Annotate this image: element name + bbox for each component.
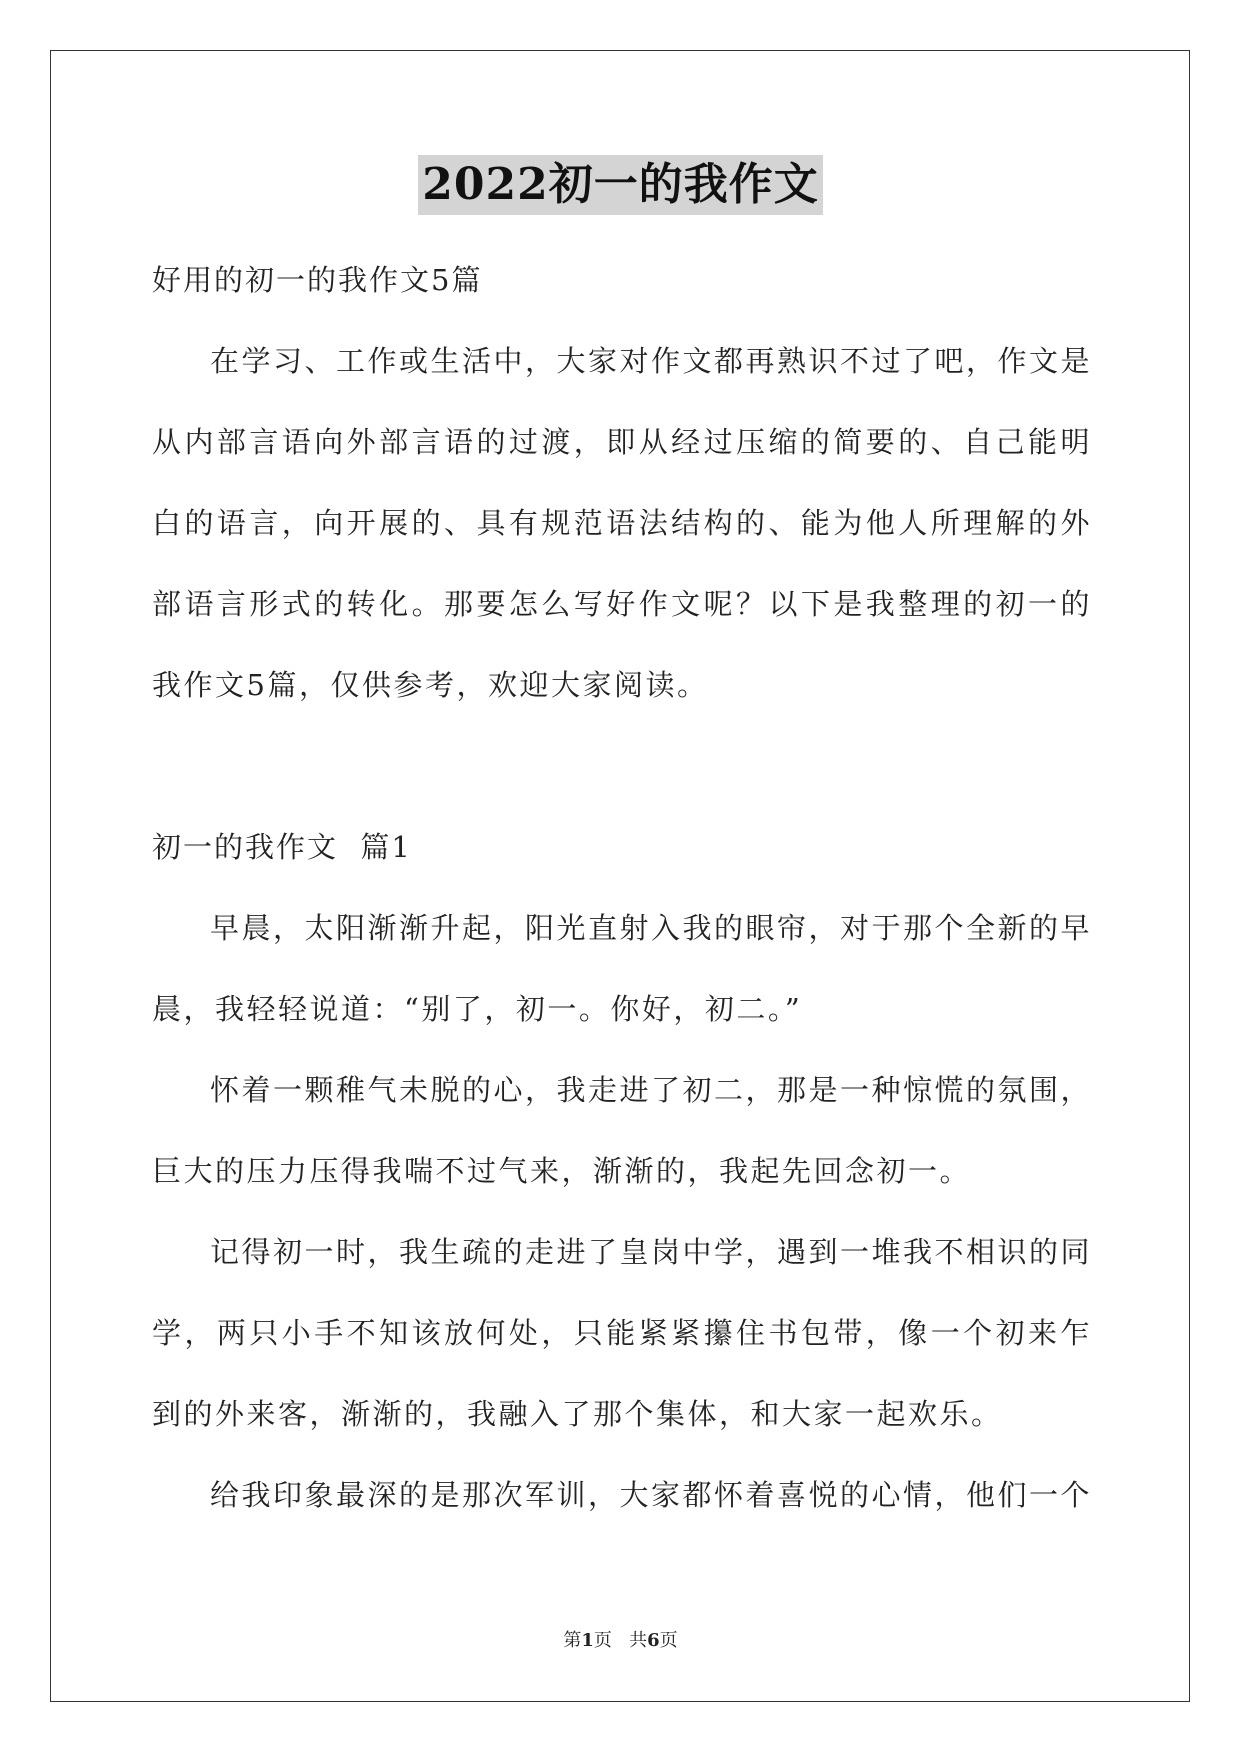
title-container [0,155,1241,215]
page-number: 1 [581,1630,594,1651]
page-suffix: 页 [593,1630,612,1651]
document-subtitle: 好用的初一的我作文5篇 [152,263,483,297]
page-prefix: 第 [563,1630,582,1651]
body-paragraph: 记得初一时，我生疏的走进了皇岗中学，遇到一堆我不相识的同学，两只小手不知该放何处，只能紧紧攥住书包带，像一个初来乍到的外来客，渐渐的，我融入了那个集体，和大家一起欢乐。 [152,1235,1093,1431]
body-paragraph: 早晨，太阳渐渐升起，阳光直射入我的眼帘，对于那个全新的早晨，我轻轻说道：“别了，初一。你好，初二。” [152,911,1093,1026]
section-heading: 初一的我作文 篇1 [152,830,412,864]
intro-paragraph: 在学习、工作或生活中，大家对作文都再熟识不过了吧，作文是从内部言语向外部言语的过渡，即从经过压缩的简要的、自己能明白的语言，向开展的、具有规范语法结构的、能为他人所理解的外部语言形式的转化。那要怎么写好作文呢？以下是我整理的初一的我作文5篇，仅供参考，欢迎大家阅读。 [152,344,1093,702]
total-pages: 6 [647,1630,660,1651]
body-paragraph: 怀着一颗稚气未脱的心，我走进了初二，那是一种惊慌的氛围，巨大的压力压得我喘不过气来，渐渐的，我起先回念初一。 [152,1073,1093,1188]
page-footer [0,1626,1241,1652]
document-title: 2022初一的我作文 [418,155,822,215]
total-suffix: 页 [659,1630,678,1651]
body-paragraph: 给我印象最深的是那次军训，大家都怀着喜悦的心情，他们一个 [210,1478,1093,1512]
total-prefix: 共 [629,1630,648,1651]
section-spacer [152,726,1092,807]
document-body [152,240,1092,1536]
